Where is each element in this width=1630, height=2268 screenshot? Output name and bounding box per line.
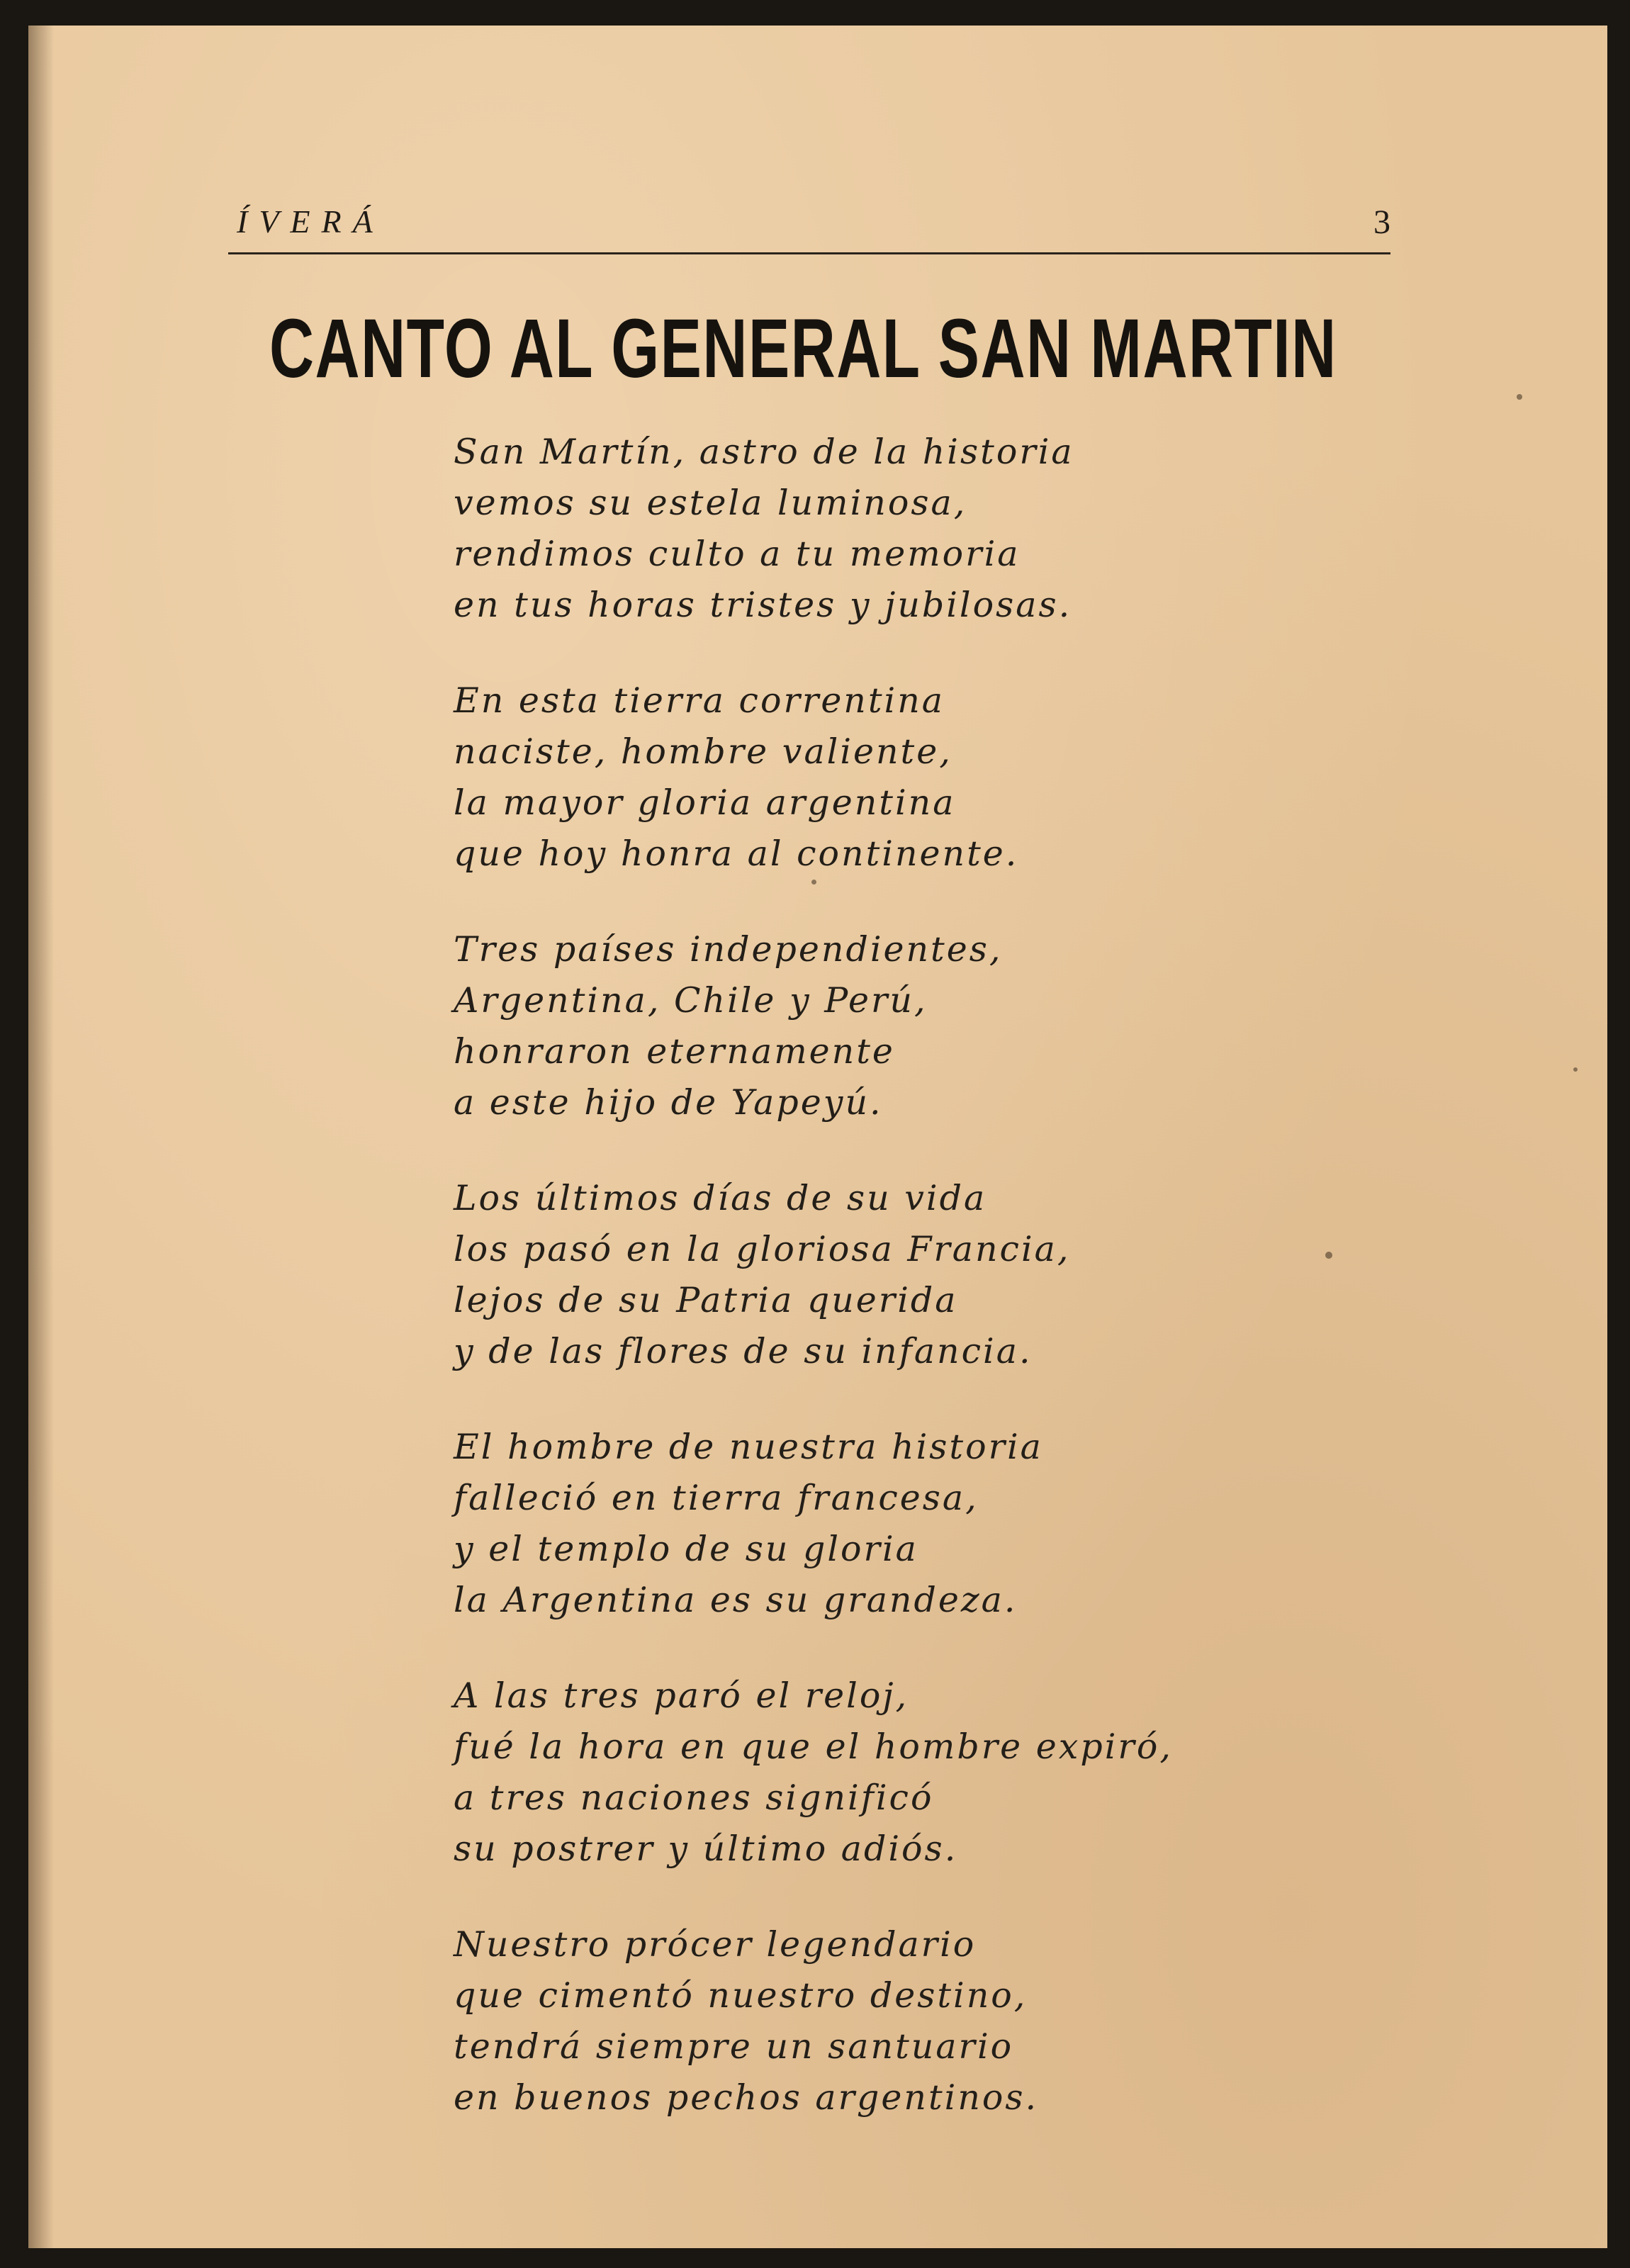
poem-line: fué la hora en que el hombre expiró, xyxy=(454,1727,1173,1767)
stanza-7 xyxy=(454,1919,1304,2123)
paper-speck xyxy=(1573,1067,1578,1072)
stanza-2 xyxy=(454,675,1304,880)
poem-line: la Argentina es su grandeza. xyxy=(454,1580,1018,1620)
poem-line: que hoy honra al continente. xyxy=(454,833,1019,874)
poem-line: En esta tierra correntina xyxy=(454,680,945,721)
poem-body xyxy=(454,427,1304,2168)
poem-line: naciste, hombre valiente, xyxy=(454,731,952,772)
poem-line: honraron eternamente xyxy=(454,1031,895,1072)
binding-gutter xyxy=(28,26,54,2248)
poem-line: tendrá siempre un santuario xyxy=(454,2026,1014,2067)
poem-line: Nuestro prócer legendario xyxy=(454,1924,977,1965)
poem-line: rendimos culto a tu memoria xyxy=(454,534,1021,574)
poem-line: y el templo de su gloria xyxy=(454,1529,918,1569)
poem-line: en buenos pechos argentinos. xyxy=(454,2077,1039,2118)
paper-speck xyxy=(811,880,816,885)
poem-line: a tres naciones significó xyxy=(454,1778,934,1818)
poem-line: San Martín, astro de la historia xyxy=(454,432,1074,472)
poem-line: a este hijo de Yapeyú. xyxy=(454,1082,883,1123)
poem-line: en tus horas tristes y jubilosas. xyxy=(454,585,1072,625)
poem-line: Los últimos días de su vida xyxy=(454,1178,987,1218)
paper-speck xyxy=(1517,394,1522,400)
poem-line: su postrer y último adiós. xyxy=(454,1829,958,1869)
stanza-4 xyxy=(454,1173,1304,1377)
poem-line: A las tres paró el reloj, xyxy=(454,1675,909,1716)
poem-line: y de las flores de su infancia. xyxy=(454,1331,1033,1371)
stanza-5 xyxy=(454,1422,1304,1626)
poem-line: la mayor gloria argentina xyxy=(454,782,956,823)
poem-line: El hombre de nuestra historia xyxy=(454,1427,1043,1467)
poem-line: Tres países independientes, xyxy=(454,929,1003,970)
book-page xyxy=(28,26,1607,2248)
page-header xyxy=(228,181,1390,259)
running-head: ÍVERÁ xyxy=(237,203,384,240)
stanza-6 xyxy=(454,1671,1304,1875)
poem-line: Argentina, Chile y Perú, xyxy=(454,980,928,1021)
poem-line: falleció en tierra francesa, xyxy=(454,1478,979,1518)
poem-line: los pasó en la gloriosa Francia, xyxy=(454,1229,1071,1269)
poem-title: CANTO AL GENERAL SAN MARTIN xyxy=(269,302,1337,395)
paper-speck xyxy=(1325,1252,1332,1259)
poem-line: vemos su estela luminosa, xyxy=(454,483,967,523)
stanza-3 xyxy=(454,924,1304,1128)
page-number: 3 xyxy=(1373,203,1390,241)
stanza-1 xyxy=(454,427,1304,631)
header-rule xyxy=(228,252,1390,254)
poem-line: que cimentó nuestro destino, xyxy=(454,1975,1028,2016)
poem-line: lejos de su Patria querida xyxy=(454,1280,958,1320)
